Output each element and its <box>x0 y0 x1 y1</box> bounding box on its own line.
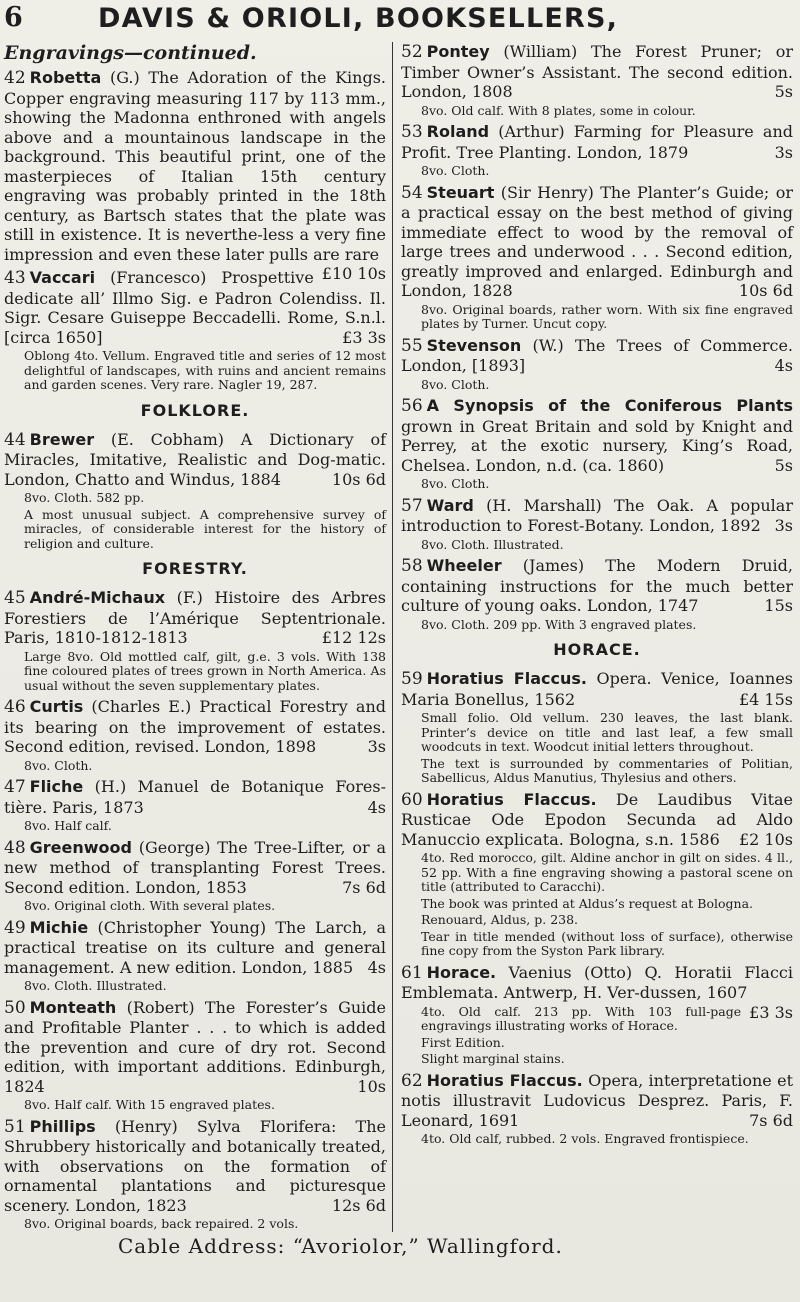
entry-title <box>401 1071 793 1131</box>
entry-number: 42 <box>4 68 26 88</box>
entry-price: 10s 6d <box>331 469 386 489</box>
entry-price: 5s <box>774 455 793 475</box>
catalogue-entry <box>401 122 793 179</box>
entry-author: Vaccari <box>29 268 96 287</box>
entry-price: £3 3s <box>749 1002 793 1022</box>
column-divider <box>392 42 393 1232</box>
entry-detail: 8vo. Original boards, back repaired. 2 vols. <box>24 1216 299 1231</box>
catalogue-entry <box>401 556 793 632</box>
entry-author: Fliche <box>29 777 84 796</box>
entry-price: 10s <box>357 1076 386 1096</box>
entry-text: (H.) Manuel de Botanique Fores-tière. Paris, 1873 <box>4 777 386 817</box>
entry-author: Horatius Flaccus. <box>426 789 597 809</box>
entry-price: 12s 6d <box>331 1195 386 1215</box>
catalogue-entry <box>4 777 386 834</box>
entry-author: Brewer <box>29 429 95 449</box>
entry-text: (William) The Forest Pruner; or Timber Owner’s Assistant. The second edition. London, 1808 <box>401 42 794 101</box>
entry-title <box>4 918 386 978</box>
entry-number: 51 <box>4 1116 26 1137</box>
entry-detail: 8vo. Cloth. <box>421 476 490 491</box>
left-column <box>4 42 386 1236</box>
section-folklore: FOLKLORE. <box>140 400 250 420</box>
entry-author: Phillips <box>29 1116 96 1136</box>
entry-detail: 8vo. Cloth. 209 pp. With 3 engraved plates. <box>421 616 697 632</box>
left-entries-b <box>4 430 386 552</box>
entry-number: 61 <box>401 962 423 983</box>
entry-detail: The book was printed at Aldus’s request at Bologna. <box>421 895 754 911</box>
entry-detail: 8vo. Old calf. With 8 plates, some in colour. <box>421 102 696 118</box>
catalogue-entry <box>401 396 793 492</box>
entry-price: 3s <box>774 142 793 162</box>
entry-number: 60 <box>401 789 423 810</box>
entry-text: (G.) The Adoration of the Kings. Copper engraving measuring 117 by 113 mm., showing the Madonna enthroned with angels above and a mountainous landscape in the background. This beautiful print, one of the masterpieces of Italian 15th century engraving was probably printed in the 18th century, as Bartsch states that the plate was still in existence. It is neverthe-less a very fine impression and even these later pulls are rare <box>4 68 386 264</box>
entry-title <box>401 396 793 475</box>
entry-text: (F.) Histoire des Arbres Forestiers de l’Amérique Septentrionale. Paris, 1810-1812-1813 <box>4 588 386 647</box>
catalogue-entry <box>4 268 386 393</box>
entry-detail: 8vo. Cloth. <box>421 163 490 178</box>
entry-title <box>401 122 793 162</box>
entry-author: Wheeler <box>426 556 502 575</box>
entry-text: (H. Marshall) The Oak. A popular introduction to Forest-Botany. London, 1892 <box>401 495 793 535</box>
entry-author: Horatius Flaccus. <box>426 669 587 688</box>
entry-title <box>401 336 793 376</box>
entry-detail: 8vo. Cloth. Illustrated. <box>421 536 564 552</box>
entry-price: 4s <box>367 957 386 977</box>
entry-detail: The text is surrounded by commentaries of Politian, Sabellicus, Aldus Manutius, Thylesius and others. <box>421 755 793 785</box>
entry-text: (Robert) The Forester’s Guide and Profitable Planter . . . to which is added the prevention and cure of dry rot. Second edition, with important additions. Edinburgh, 1824 <box>4 997 386 1096</box>
entry-author: A Synopsis of the Coniferous Plants <box>426 396 793 415</box>
entry-author: Greenwood <box>29 837 132 857</box>
entry-detail: Renouard, Aldus, p. 238. <box>421 912 579 927</box>
entry-author: Steuart <box>426 182 495 202</box>
continued-heading: Engravings—continued. <box>4 42 257 64</box>
catalogue-entry <box>4 430 386 552</box>
entry-author: Michie <box>29 917 89 937</box>
entry-price: £12 12s <box>321 628 386 647</box>
entry-price: £2 10s <box>738 829 793 849</box>
entry-detail: Tear in title mended (without loss of surface), otherwise fine copy from the Syston Park library. <box>421 928 793 958</box>
entry-price: 3s <box>774 516 793 535</box>
entry-text: (W.) The Trees of Commerce. London, [1893] <box>401 335 793 375</box>
entry-detail: 8vo. Half calf. <box>24 818 112 833</box>
entry-number: 59 <box>401 669 423 689</box>
left-entries-a <box>4 68 386 393</box>
catalogue-entry <box>4 918 386 994</box>
catalogue-entry <box>401 183 793 332</box>
page-number: 6 <box>4 2 23 33</box>
entry-author: Curtis <box>29 697 84 716</box>
entry-number: 49 <box>4 917 26 938</box>
entry-title <box>4 697 386 757</box>
entry-number: 46 <box>4 697 26 717</box>
entry-text: (Charles E.) Practical Forestry and its bearing on the improvement of estates. Second edition, revised. London, 1898 <box>4 697 387 756</box>
entry-title <box>4 430 386 490</box>
entry-number: 57 <box>401 495 423 516</box>
entry-number: 45 <box>4 588 26 608</box>
catalogue-entry <box>401 963 793 1067</box>
entry-detail: 4to. Red morocco, gilt. Aldine anchor in gilt on sides. 4 ll., 52 pp. With a fine engraving showing a pastoral scene on title (attributed to Caracchi). <box>421 850 793 894</box>
entry-author: Ward <box>426 495 474 515</box>
entry-price: 7s 6d <box>342 877 386 897</box>
entry-title <box>401 42 793 102</box>
entry-price: 15s <box>764 596 793 615</box>
entry-author: Monteath <box>29 997 117 1017</box>
entry-price: £3 3s <box>342 327 386 347</box>
catalogue-entry <box>4 697 386 773</box>
entry-detail: 8vo. Cloth. 582 pp. <box>24 490 145 505</box>
section-horace: HORACE. <box>553 640 641 659</box>
entry-text: (James) The Modern Druid, containing instructions for the much better culture of young oaks. London, 1747 <box>401 556 793 615</box>
entry-number: 62 <box>401 1070 423 1091</box>
entry-number: 53 <box>401 122 423 142</box>
entry-author: Roland <box>426 122 490 141</box>
entry-text: Vaenius (Otto) Q. Horatii Flacci Emblemata. Antwerp, H. Ver-dussen, 1607 <box>401 962 793 1002</box>
entry-title <box>401 790 793 850</box>
entry-detail: 8vo. Half calf. With 15 engraved plates. <box>24 1097 275 1112</box>
section-forestry: FORESTRY. <box>142 559 248 578</box>
catalogue-entry <box>401 42 793 118</box>
entry-title <box>401 556 793 616</box>
catalogue-entry <box>4 838 386 914</box>
entry-price: 3s <box>367 737 386 756</box>
entry-price: £10 10s <box>321 264 386 283</box>
entry-text: (E. Cobham) A Dictionary of Miracles, Imitative, Realistic and Dog-matic. London, Chatto and Windus, 1884 <box>4 429 387 489</box>
entry-author: André-Michaux <box>29 588 166 607</box>
entry-number: 50 <box>4 997 26 1018</box>
entry-text: (Christopher Young) The Larch, a practical treatise on its culture and general management. A new edition. London, 1885 <box>4 917 386 977</box>
entry-text: grown in Great Britain and sold by Knight and Perrey, at the exotic nursery, King’s Road, Chelsea. London, n.d. (ca. 1860) <box>401 416 793 475</box>
right-column <box>401 42 793 1151</box>
entry-number: 43 <box>4 268 26 288</box>
catalogue-entry <box>4 588 386 693</box>
entry-detail: First Edition. <box>421 1034 505 1050</box>
entry-price: 4s <box>367 797 386 817</box>
entry-detail: 8vo. Cloth. <box>24 757 93 773</box>
left-entries-c <box>4 588 386 1232</box>
entry-number: 44 <box>4 429 26 450</box>
entry-detail: Oblong 4to. Vellum. Engraved title and series of 12 most delightful of landscapes, with ruins and ancient remains and garden scenes. Very rare. Nagler 19, 287. <box>24 348 386 392</box>
entry-number: 56 <box>401 396 423 416</box>
entry-author: Horace. <box>426 962 497 982</box>
catalogue-entry <box>4 1117 386 1232</box>
entry-number: 58 <box>401 556 423 576</box>
entry-number: 47 <box>4 777 26 797</box>
entry-title <box>401 669 793 709</box>
entry-detail: Small folio. Old vellum. 230 leaves, the last blank. Printer’s device on title and last leaf, a few small woodcuts in text. Woodcut initial letters throughout. <box>421 710 793 754</box>
catalogue-entry <box>401 669 793 786</box>
entry-number: 55 <box>401 335 423 356</box>
catalogue-entry <box>401 336 793 393</box>
entry-detail: 4to. Old calf, rubbed. 2 vols. Engraved frontispiece. <box>421 1131 749 1146</box>
entry-title <box>4 838 386 898</box>
entry-price: 10s 6d <box>738 281 793 300</box>
entry-detail: Large 8vo. Old mottled calf, gilt, g.e. 3 vols. With 138 fine coloured plates of trees grown in North America. As usual without the seven supplementary plates. <box>24 648 386 693</box>
entry-text: De Laudibus Vitae Rusticae Ode Epodon Secunda ad Aldo Manuccio explicata. Bologna, s.n. 1586 <box>401 789 793 849</box>
entry-text: (Arthur) Farming for Pleasure and Profit. Tree Planting. London, 1879 <box>401 122 793 162</box>
entry-author: Stevenson <box>426 335 522 355</box>
entry-title <box>401 496 793 536</box>
entry-title <box>401 183 793 301</box>
entry-detail: 8vo. Cloth. Illustrated. <box>24 978 167 993</box>
entry-detail: A most unusual subject. A comprehensive survey of miracles, of considerable interest for the history of religion and culture. <box>24 506 386 551</box>
entry-title <box>4 1117 386 1216</box>
entry-author: Horatius Flaccus. <box>426 1070 583 1090</box>
entry-author: Robetta <box>29 68 102 87</box>
entry-text: (Francesco) Prospettive dedicate all’ Illmo Sig. e Padron Colendiss. Il. Sigr. Cesare Guiseppe Beccadelli. Rome, S.n.l. [circa 1650] <box>4 268 386 347</box>
entry-detail: 8vo. Original boards, rather worn. With six fine engraved plates by Turner. Uncut copy. <box>421 301 793 331</box>
entry-author: Pontey <box>426 42 490 61</box>
entry-price: 7s 6d <box>749 1110 793 1130</box>
catalogue-entry <box>401 496 793 553</box>
catalogue-entry <box>4 998 386 1113</box>
entry-title <box>4 777 386 817</box>
running-head: DAVIS & ORIOLI, BOOKSELLERS, <box>98 3 619 34</box>
entry-title <box>4 588 386 648</box>
entry-text: Opera. Venice, Ioannes Maria Bonellus, 1562 <box>401 669 794 709</box>
right-entries-a <box>401 42 793 632</box>
entry-price: 5s <box>774 82 793 101</box>
catalogue-entry <box>401 1071 793 1147</box>
entry-text: (Sir Henry) The Planter’s Guide; or a practical essay on the best method of giving immediate effect to wood by the removal of large trees and underwood . . . Second edition, greatly improved and enlarged. Edinburgh and London, 1828 <box>401 182 794 300</box>
entry-detail: Slight marginal stains. <box>421 1051 565 1066</box>
entry-detail: 4to. Old calf. 213 pp. With 103 full-page engravings illustrating works of Horace. <box>421 1003 742 1033</box>
entry-number: 48 <box>4 837 26 858</box>
entry-number: 52 <box>401 42 423 62</box>
page-header <box>0 0 800 40</box>
cable-address-footer: Cable Address: “Avoriolor,” Wallingford. <box>118 1234 563 1258</box>
catalogue-entry <box>401 790 793 959</box>
entry-text: (Henry) Sylva Florifera: The Shrubbery historically and botanically treated, with observations on the formation of ornamental plantations and picturesque scenery. London, 1823 <box>4 1116 386 1215</box>
entry-price: £4 15s <box>738 689 793 709</box>
right-entries-b <box>401 669 793 1147</box>
entry-price: 4s <box>774 356 793 375</box>
entry-title <box>4 998 386 1097</box>
entry-text: Opera, interpretatione et notis illustravit Ludovicus Desprez. Paris, F. Leonard, 1691 <box>401 1070 794 1130</box>
entry-number: 54 <box>401 182 423 203</box>
entry-detail: 8vo. Cloth. <box>421 376 490 392</box>
entry-text: (George) The Tree-Lifter, or a new method of transplanting Forest Trees. Second edition. London, 1853 <box>4 837 386 897</box>
entry-detail: 8vo. Original cloth. With several plates. <box>24 898 276 913</box>
